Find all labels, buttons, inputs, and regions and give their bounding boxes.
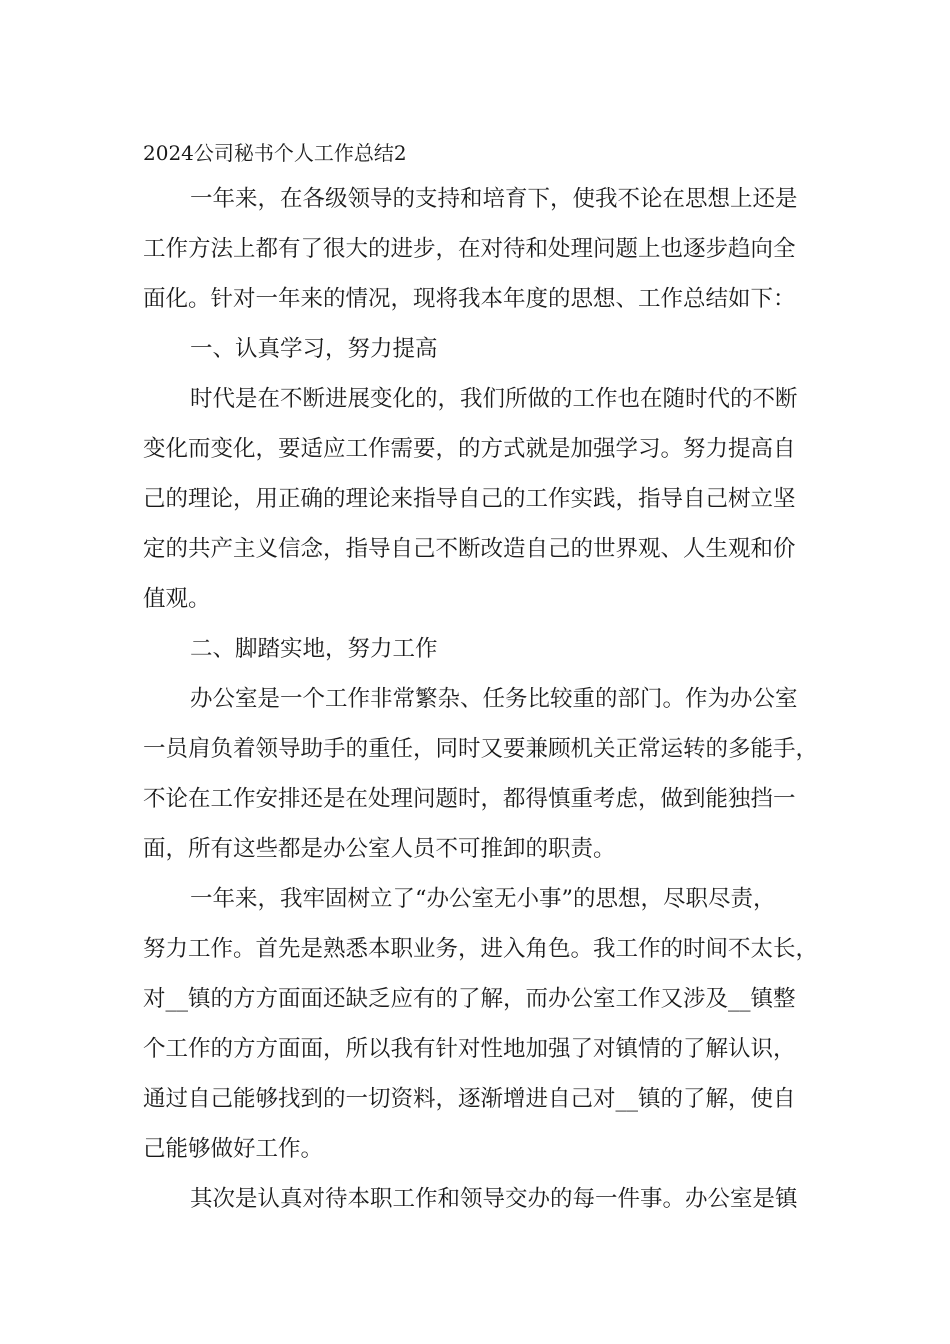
paragraph-line: 面化。针对一年来的情况，现将我本年度的思想、工作总结如下： bbox=[143, 286, 796, 312]
paragraph-line: 面，所有这些都是办公室人员不可推卸的职责。 bbox=[143, 836, 616, 862]
section-heading: 一、认真学习，努力提高 bbox=[190, 336, 438, 362]
paragraph-line: 个工作的方方面面，所以我有针对性地加强了对镇情的了解认识， bbox=[143, 1036, 796, 1062]
paragraph-line: 工作方法上都有了很大的进步，在对待和处理问题上也逐步趋向全 bbox=[143, 236, 796, 262]
paragraph-line: 办公室是一个工作非常繁杂、任务比较重的部门。作为办公室 bbox=[190, 686, 798, 712]
paragraph-line: 努力工作。首先是熟悉本职业务，进入角色。我工作的时间不太长， bbox=[143, 936, 819, 962]
paragraph-line: 一员肩负着领导助手的重任，同时又要兼顾机关正常运转的多能手， bbox=[143, 736, 819, 762]
paragraph-line: 值观。 bbox=[143, 586, 211, 612]
paragraph-line: 不论在工作安排还是在处理问题时，都得慎重考虑，做到能独挡一 bbox=[143, 786, 796, 812]
section-heading: 二、脚踏实地，努力工作 bbox=[190, 636, 438, 662]
paragraph-line: 一年来，在各级领导的支持和培育下，使我不论在思想上还是 bbox=[190, 186, 798, 212]
paragraph-line: 其次是认真对待本职工作和领导交办的每一件事。办公室是镇 bbox=[190, 1186, 798, 1212]
paragraph-line: 一年来，我牢固树立了“办公室无小事”的思想，尽职尽责， bbox=[190, 886, 776, 912]
paragraph-line: 对__镇的方方面面还缺乏应有的了解，而办公室工作又涉及__镇整 bbox=[143, 986, 796, 1012]
paragraph-line: 通过自己能够找到的一切资料，逐渐增进自己对__镇的了解，使自 bbox=[143, 1086, 796, 1112]
paragraph-line: 变化而变化，要适应工作需要，的方式就是加强学习。努力提高自 bbox=[143, 436, 796, 462]
paragraph-line: 己能够做好工作。 bbox=[143, 1136, 324, 1162]
paragraph-line: 时代是在不断进展变化的，我们所做的工作也在随时代的不断 bbox=[190, 386, 798, 412]
document-title: 2024公司秘书个人工作总结2 bbox=[143, 141, 407, 165]
paragraph-line: 定的共产主义信念，指导自己不断改造自己的世界观、人生观和价 bbox=[143, 536, 796, 562]
paragraph-line: 己的理论，用正确的理论来指导自己的工作实践，指导自己树立坚 bbox=[143, 486, 796, 512]
